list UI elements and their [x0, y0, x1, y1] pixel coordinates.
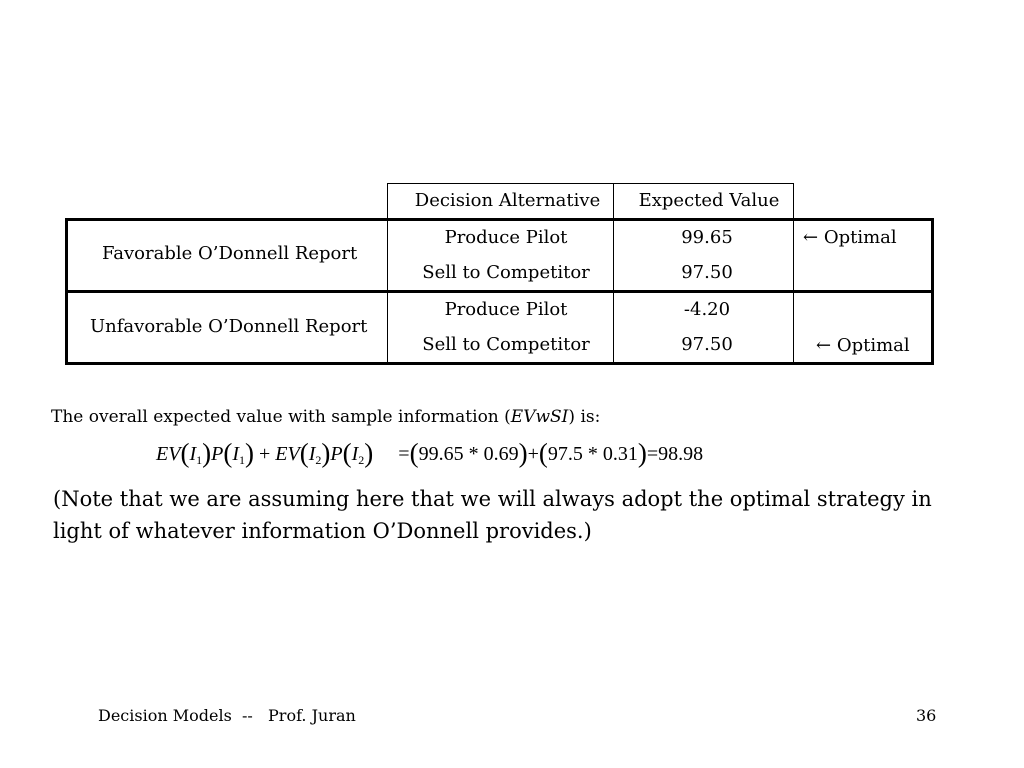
table-header: Decision Alternative [414, 190, 601, 211]
table-cell: 97.50 [681, 262, 733, 283]
table-cell: -4.20 [683, 299, 731, 320]
left-arrow-icon: ← [803, 227, 819, 248]
intro-text: The overall expected value with sample information (EVwSI) is: [51, 407, 601, 427]
formula-result: 98.98 [658, 443, 704, 465]
left-arrow-icon: ← [816, 335, 832, 356]
table-border [65, 218, 68, 365]
marker-label: Optimal [823, 227, 897, 248]
table-border [65, 218, 934, 221]
table-cell: 97.50 [681, 334, 733, 355]
table-border [65, 362, 934, 365]
evwsi-formula: $EV(I_1)P(I_1) + EV(I_2)P(I_2)$ =(99.65 * 0.69)+(97.5 * 0.31)=98.98 [156, 438, 704, 468]
marker-label: Optimal [836, 335, 910, 356]
table-cell: Sell to Competitor [422, 262, 590, 283]
note-text: (Note that we are assuming here that we will always adopt the optimal strategy in light of whatever information O’Donnell provides.) [53, 487, 932, 543]
table-border [65, 290, 934, 293]
footer-title: Decision Models -- Prof. Juran [98, 706, 356, 725]
table-header: Expected Value [638, 190, 780, 211]
optimal-marker [816, 335, 910, 357]
page-number: 36 [916, 706, 937, 725]
table-cell: 99.65 [681, 227, 733, 248]
group-label: Unfavorable O’Donnell Report [90, 316, 368, 337]
evwsi-abbrev: EVwSI [510, 407, 569, 427]
table-border [931, 218, 934, 365]
table-border [387, 183, 794, 184]
table-cell: Sell to Competitor [422, 334, 590, 355]
table-cell: Produce Pilot [444, 227, 568, 248]
group-label: Favorable O’Donnell Report [102, 243, 358, 264]
table-cell: Produce Pilot [444, 299, 568, 320]
optimal-marker [803, 227, 897, 249]
table-border [387, 183, 388, 364]
